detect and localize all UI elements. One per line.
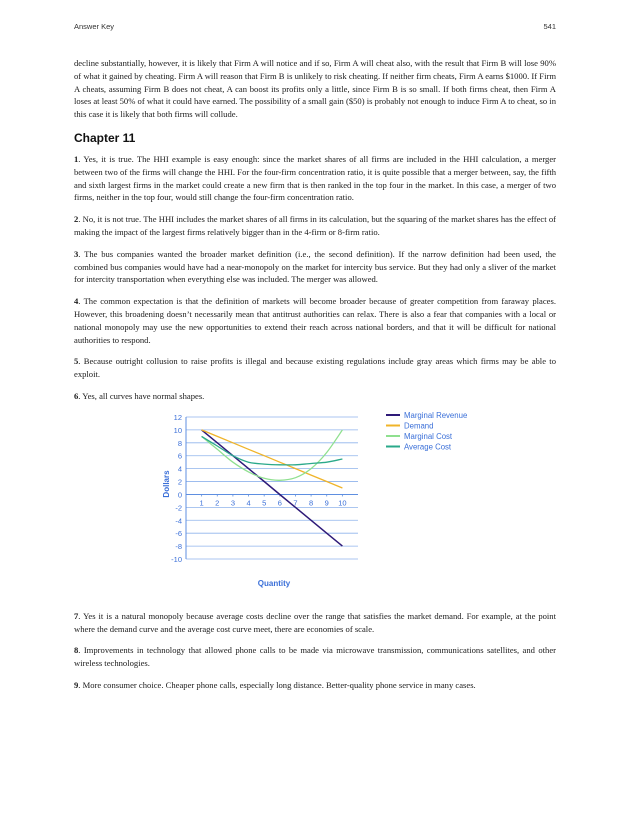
answer-text: . The common expectation is that the definition of markets will become broader because of greater competition from faraway places. However, this broadening doesn’t necessarily mean that antitrust authorities can relax. There is also a fear that companies with a local or national monopoly may use the new opportunities to extend their reach across national borders, and that it will be difficult for national authorities to respond. — [74, 296, 556, 345]
average-cost-line — [202, 436, 343, 465]
answer-2 — [74, 213, 556, 239]
y-tick-label: -8 — [175, 541, 182, 551]
chart-series — [199, 430, 343, 546]
answer-text: . Yes, all curves have normal shapes. — [78, 390, 205, 401]
y-tick-label: -10 — [171, 554, 182, 564]
chart-svg — [74, 412, 556, 594]
x-tick-label: 1 — [199, 498, 204, 508]
x-tick-label: 2 — [215, 498, 220, 508]
running-head — [74, 22, 556, 34]
intro-paragraph: decline substantially, however, it is likely that Firm A will notice and if so, Firm A will cheat also, with the result that Firm B will lose 90% of what it gained by cheating. Firm A will reason that Firm B is unlikely to risk cheating. If neither firm cheats, Firm A earns $1000. If Firm A cheats, assuming Firm B does not cheat, A can boost its profits only a little, since Firm B is so small. If both firms cheat, then Firm A loses at least 50% of what it could have earned. The possibility of a small gain ($50) is probably not enough to induce Firm A to cheat, so in this case it is likely that both firms will collude. — [74, 58, 556, 120]
answer-number: 3 — [74, 248, 79, 259]
answer-number: 9 — [74, 679, 79, 690]
answer-number: 8 — [74, 645, 79, 656]
answer-5 — [74, 355, 556, 381]
answer-text: . Yes, it is true. The HHI example is easy enough: since the market shares of all firms are included in the HHI calculation, a merger between two of the firms will change the HHI. For the four-firm concentration ratio, it is quite possible that a merger between, say, the fifth and sixth largest firms in the market could create a new firm that is then ranked in the top four in the market. In this case, a merger of two firms, neither in the top four, would still change the four-firm concentration ratio. — [74, 153, 556, 203]
answer-9 — [74, 679, 556, 692]
answer-text: . Because outright collusion to raise profits is illegal and because existing regulations include gray areas which firms may be able to exploit. — [74, 356, 556, 380]
page-number: 541 — [543, 22, 556, 31]
x-tick-label: 10 — [338, 498, 347, 508]
answer-1 — [74, 153, 556, 204]
answer-3 — [74, 248, 556, 286]
marginal-revenue-line — [199, 430, 343, 546]
answer-text: . The bus companies wanted the broader market definition (i.e., the second definition). If the narrow definition had been used, the combined bus companies would have had a near-monopoly on the market for intercity bus service. But they had only a sliver of the market for intercity transportation when everything else was included. The merger was allowed. — [74, 248, 556, 285]
x-tick-label: 6 — [277, 498, 282, 508]
y-tick-label: 12 — [173, 412, 182, 422]
y-tick-label: 4 — [177, 464, 182, 474]
y-tick-label: -4 — [175, 516, 182, 526]
x-tick-label: 5 — [262, 498, 267, 508]
answer-number: 7 — [74, 610, 79, 621]
average-cost-legend-label: Average Cost — [404, 442, 452, 452]
answer-text: . Improvements in technology that allowed phone calls to be made via microwave transmission, communications satellites, and other wireless technologies. — [74, 645, 556, 669]
y-tick-label: 8 — [177, 438, 182, 448]
answer-number: 6 — [74, 390, 79, 401]
page-content — [74, 57, 556, 701]
answer-number: 2 — [74, 214, 79, 225]
marginal-revenue-legend-label: Marginal Revenue — [404, 411, 468, 420]
answer-number: 1 — [74, 153, 79, 164]
answer-6 — [74, 390, 556, 403]
x-tick-label: 7 — [293, 498, 298, 508]
marginal-cost-line — [202, 430, 343, 480]
chapter-title: Chapter 11 — [74, 130, 136, 145]
answer-7 — [74, 610, 556, 636]
chart-axes — [171, 413, 358, 564]
answer-number: 5 — [74, 356, 79, 367]
y-tick-label: -2 — [175, 503, 182, 513]
x-tick-label: 4 — [246, 498, 251, 508]
answer-text: . No, it is not true. The HHI includes the market shares of all firms in its calculation, but the squaring of the market shares has the effect of making the impact of the largest firms relatively bigger than in the 4-firm or 8-firm ratio. — [74, 214, 556, 237]
chart-legend — [386, 412, 467, 452]
cost-revenue-chart — [74, 412, 556, 594]
x-tick-label: 8 — [309, 498, 314, 508]
x-tick-label: 9 — [324, 498, 329, 508]
y-tick-label: 10 — [173, 425, 182, 435]
x-tick-label: 3 — [230, 498, 235, 508]
y-tick-label: 6 — [177, 451, 182, 461]
y-tick-label: 0 — [177, 490, 182, 500]
y-tick-label: 2 — [177, 477, 182, 487]
y-axis-label: Dollars — [162, 470, 171, 498]
answer-text: . Yes it is a natural monopoly because average costs decline over the range that satisfies the market demand. For example, at the point where the demand curve and the average cost curve meet, there are economies of scale. — [74, 610, 556, 634]
marginal-cost-legend-label: Marginal Cost — [404, 431, 453, 441]
answer-number: 4 — [74, 296, 79, 307]
answer-4 — [74, 295, 556, 346]
answer-text: . More consumer choice. Cheaper phone calls, especially long distance. Better-quality phone service in many cases. — [78, 679, 476, 690]
y-tick-label: -6 — [175, 528, 182, 538]
demand-legend-label: Demand — [404, 421, 434, 431]
x-axis-label: Quantity — [257, 578, 291, 588]
running-head-title: Answer Key — [74, 22, 115, 31]
answer-8 — [74, 644, 556, 670]
